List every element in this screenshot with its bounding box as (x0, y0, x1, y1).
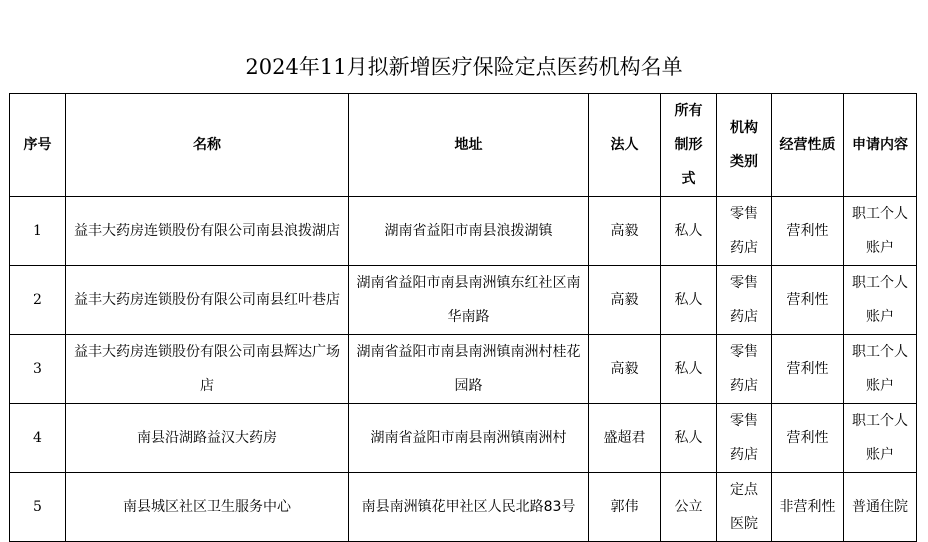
cell-ownership: 私人 (661, 404, 717, 473)
cell-legal-person: 郭伟 (589, 473, 661, 542)
cell-seq: 4 (10, 404, 66, 473)
cell-ownership: 私人 (661, 197, 717, 266)
cell-name: 益丰大药房连锁股份有限公司南县辉达广场店 (66, 335, 349, 404)
cell-ownership: 私人 (661, 335, 717, 404)
cell-legal-person: 高毅 (589, 197, 661, 266)
cell-name: 南县城区社区卫生服务中心 (66, 473, 349, 542)
cell-address: 湖南省益阳市南县浪拨湖镇 (349, 197, 589, 266)
cell-legal-person: 高毅 (589, 335, 661, 404)
cell-application: 普通住院 (844, 473, 917, 542)
header-name: 名称 (66, 94, 349, 197)
cell-seq: 1 (10, 197, 66, 266)
header-category: 机构类别 (717, 94, 772, 197)
cell-name: 益丰大药房连锁股份有限公司南县红叶巷店 (66, 266, 349, 335)
cell-application: 职工个人账户 (844, 404, 917, 473)
table-header-row (10, 94, 917, 197)
table-row (10, 197, 917, 266)
cell-category: 零售药店 (717, 266, 772, 335)
cell-application: 职工个人账户 (844, 197, 917, 266)
cell-seq: 2 (10, 266, 66, 335)
document-title: 2024年11月拟新增医疗保险定点医药机构名单 (245, 55, 683, 79)
cell-ownership: 私人 (661, 266, 717, 335)
header-ownership: 所有制形式 (661, 94, 717, 197)
cell-legal-person: 高毅 (589, 266, 661, 335)
cell-legal-person: 盛超君 (589, 404, 661, 473)
header-application: 申请内容 (844, 94, 917, 197)
cell-nature: 营利性 (772, 197, 844, 266)
header-nature: 经营性质 (772, 94, 844, 197)
cell-address: 湖南省益阳市南县南洲镇南洲村桂花园路 (349, 335, 589, 404)
cell-name: 益丰大药房连锁股份有限公司南县浪拨湖店 (66, 197, 349, 266)
cell-nature: 营利性 (772, 404, 844, 473)
header-address: 地址 (349, 94, 589, 197)
cell-name: 南县沿湖路益汉大药房 (66, 404, 349, 473)
table-row (10, 266, 917, 335)
table-row (10, 404, 917, 473)
institution-roster-table (9, 93, 917, 542)
cell-seq: 3 (10, 335, 66, 404)
header-seq: 序号 (10, 94, 66, 197)
cell-address: 湖南省益阳市南县南洲镇南洲村 (349, 404, 589, 473)
cell-ownership: 公立 (661, 473, 717, 542)
cell-category: 零售药店 (717, 335, 772, 404)
cell-address: 湖南省益阳市南县南洲镇东红社区南华南路 (349, 266, 589, 335)
cell-category: 零售药店 (717, 404, 772, 473)
table-row (10, 473, 917, 542)
cell-category: 定点医院 (717, 473, 772, 542)
cell-nature: 营利性 (772, 335, 844, 404)
cell-category: 零售药店 (717, 197, 772, 266)
cell-nature: 营利性 (772, 266, 844, 335)
cell-seq: 5 (10, 473, 66, 542)
cell-nature: 非营利性 (772, 473, 844, 542)
cell-address: 南县南洲镇花甲社区人民北路83号 (349, 473, 589, 542)
table-row (10, 335, 917, 404)
cell-application: 职工个人账户 (844, 266, 917, 335)
header-legal-person: 法人 (589, 94, 661, 197)
cell-application: 职工个人账户 (844, 335, 917, 404)
